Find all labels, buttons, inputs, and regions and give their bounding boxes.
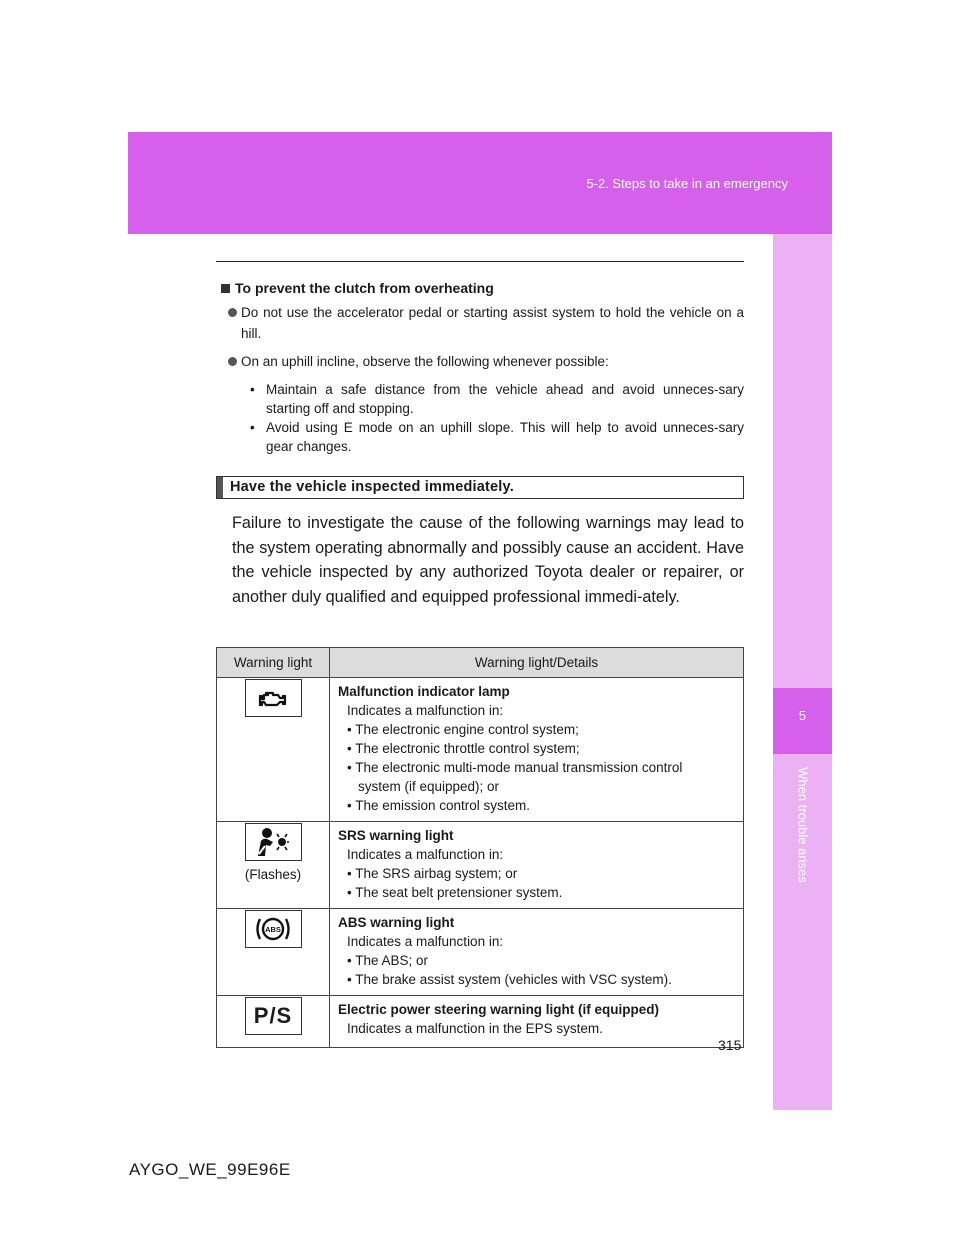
table-row: Malfunction indicator lamp Indicates a malfunction in: • The electronic engine control system; • The electronic throttle control system; • The electronic multi-mode manual transmission control system (if equipped); or • The emission control system. xyxy=(217,678,744,822)
table-row: (Flashes) SRS warning light Indicates a malfunction in: • The SRS airbag system; or • The seat belt pretensioner system. xyxy=(217,822,744,909)
round-bullet-icon xyxy=(228,357,237,366)
warning-title: Electric power steering warning light (if equipped) xyxy=(338,1002,660,1017)
section-title: 5-2. Steps to take in an emergency xyxy=(586,176,788,191)
divider xyxy=(216,261,744,262)
clutch-heading: To prevent the clutch from overheating xyxy=(221,280,744,296)
chapter-number: 5 xyxy=(798,708,807,723)
power-steering-icon: P/S xyxy=(245,997,302,1035)
srs-airbag-icon xyxy=(245,823,302,861)
inspect-heading: Have the vehicle inspected immediately. xyxy=(216,476,744,499)
table-row: P/S Electric power steering warning light (if equipped) Indicates a malfunction in the EPS system. xyxy=(217,996,744,1048)
page-number: 315 xyxy=(718,1037,742,1053)
flash-note: (Flashes) xyxy=(244,867,302,882)
bullet-item: Do not use the accelerator pedal or starting assist system to hold the vehicle on a hill. xyxy=(224,302,744,344)
side-tab-chapter xyxy=(773,688,832,754)
heading-bar xyxy=(217,477,223,498)
sub-item: • Avoid using E mode on an uphill slope. This will help to avoid unneces-sary gear changes. xyxy=(250,420,744,454)
header-band xyxy=(128,132,832,234)
inspect-paragraph: Failure to investigate the cause of the following warnings may lead to the system operating abnormally and possibly cause an accident. Have the vehicle inspected by any authorized Toyota dealer or repairer, or another duly qualified and equipped professional immedi-ately. xyxy=(232,514,744,606)
square-bullet-icon xyxy=(221,284,230,293)
sub-list xyxy=(250,380,744,456)
bullet-item: On an uphill incline, observe the following whenever possible: xyxy=(224,351,744,372)
round-bullet-icon xyxy=(228,308,237,317)
document-code: AYGO_WE_99E96E xyxy=(129,1160,291,1179)
check-engine-icon xyxy=(245,679,302,717)
side-tab xyxy=(773,234,832,1110)
warning-title: SRS warning light xyxy=(338,828,454,843)
table-header-row xyxy=(217,648,744,678)
warning-title: ABS warning light xyxy=(338,915,455,930)
col-header-warning-light: Warning light xyxy=(217,648,330,678)
svg-text:ABS: ABS xyxy=(265,925,281,934)
warning-title: Malfunction indicator lamp xyxy=(338,684,510,699)
table-row: ABS ABS warning light Indicates a malfunction in: • The ABS; or • The brake assist system (vehicles with VSC system). xyxy=(217,909,744,996)
content xyxy=(216,280,744,609)
col-header-details: Warning light/Details xyxy=(330,648,744,678)
abs-icon xyxy=(245,910,302,948)
warning-table xyxy=(216,647,744,1048)
sub-item: • Maintain a safe distance from the vehicle ahead and avoid unneces-sary starting off and stopping. xyxy=(250,382,744,416)
chapter-label: When trouble arises xyxy=(795,767,811,883)
